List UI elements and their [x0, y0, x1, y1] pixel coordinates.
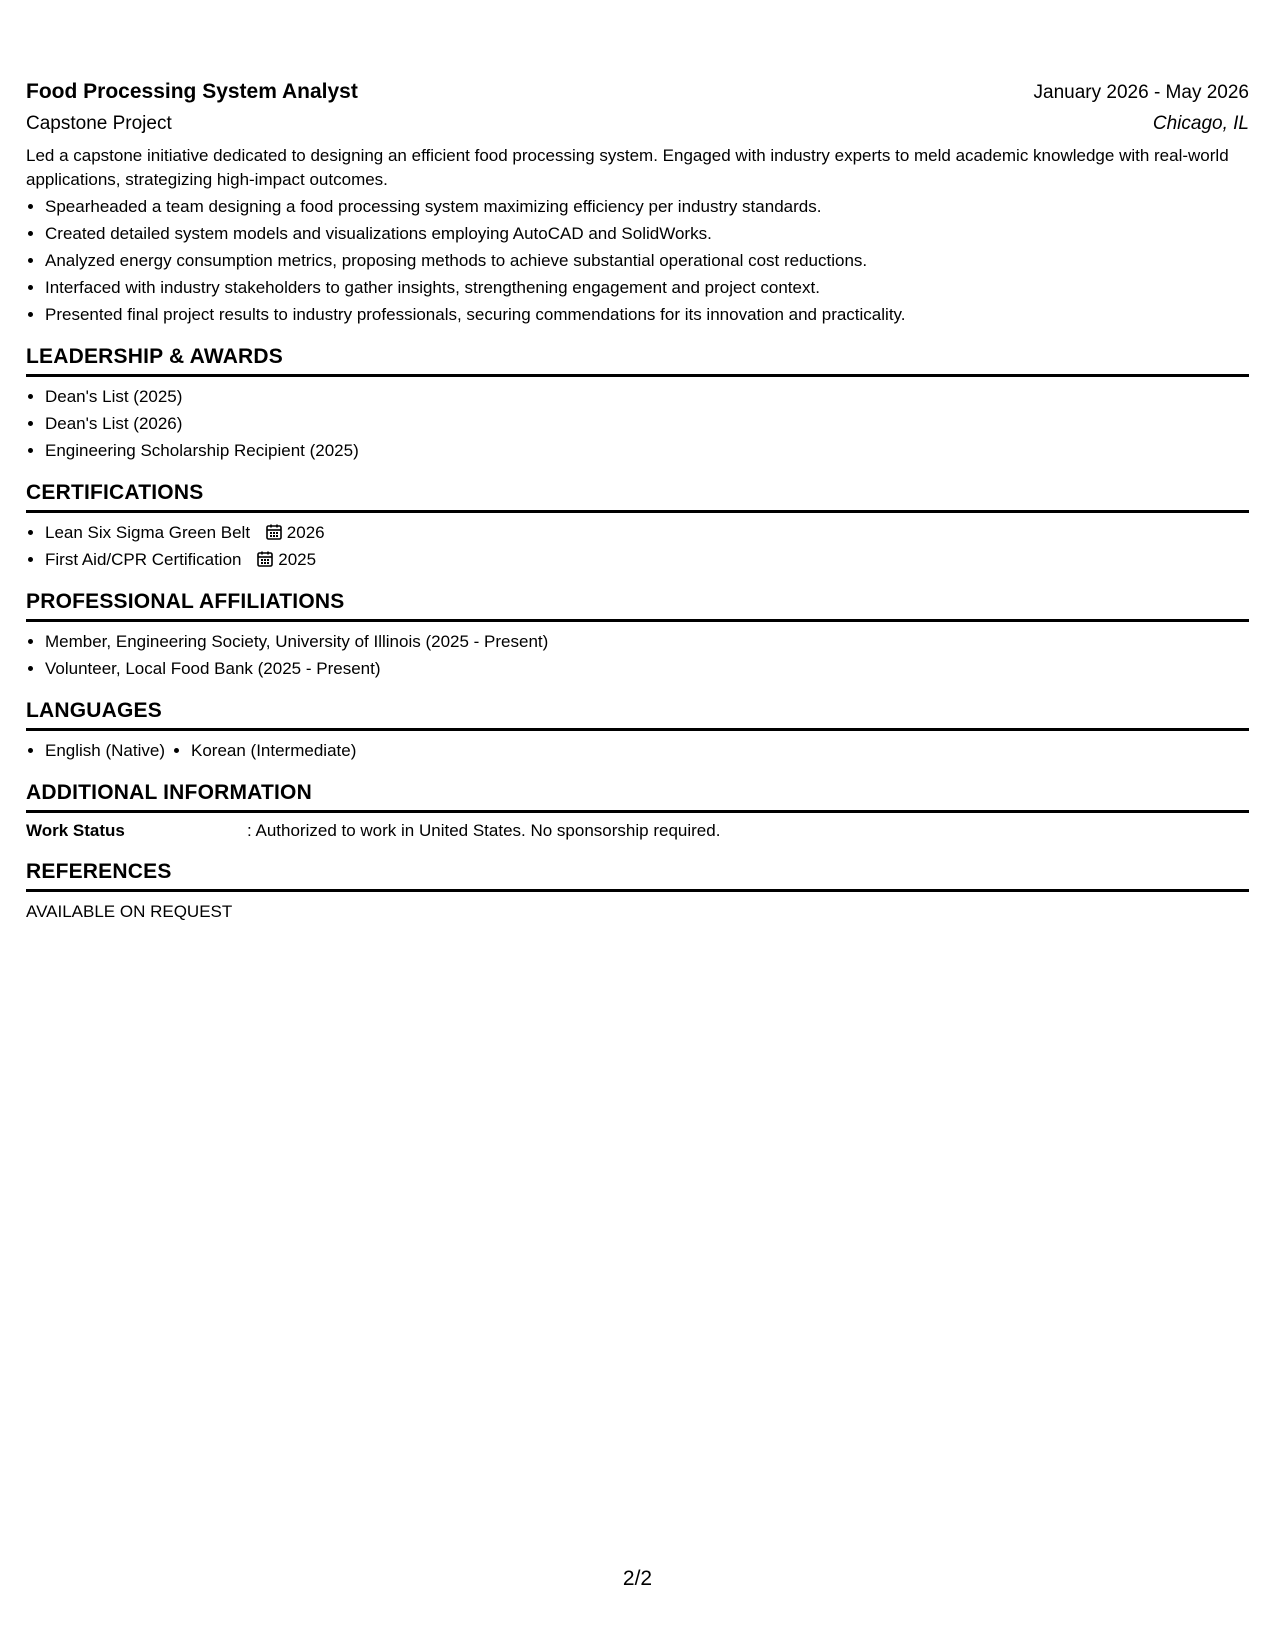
- work-status-row: [26, 819, 1249, 843]
- affiliations-list: [26, 628, 1249, 682]
- resume-page: [26, 78, 1249, 924]
- work-status-label: Work Status: [26, 821, 125, 840]
- cert-name: First Aid/CPR Certification: [45, 550, 242, 569]
- calendar-icon: [256, 550, 274, 568]
- calendar-icon: [265, 523, 283, 541]
- section-heading: LANGUAGES: [26, 698, 1249, 731]
- list-item: • Member, Engineering Society, University of Illinois (2025 - Present): [45, 628, 1249, 655]
- additional-section: [26, 780, 1249, 843]
- list-item: • English (Native): [45, 737, 165, 764]
- list-item: [45, 546, 1249, 573]
- section-heading: REFERENCES: [26, 859, 1249, 892]
- leadership-section: [26, 344, 1249, 464]
- affiliations-section: [26, 589, 1249, 682]
- list-item: • Analyzed energy consumption metrics, proposing methods to achieve substantial operational cost reductions.: [45, 247, 1249, 274]
- certifications-section: [26, 480, 1249, 573]
- job-dates: January 2026 - May 2026: [1033, 82, 1249, 103]
- references-text: AVAILABLE ON REQUEST: [26, 902, 233, 921]
- section-heading: ADDITIONAL INFORMATION: [26, 780, 1249, 813]
- job-organization: Capstone Project: [26, 113, 172, 134]
- list-item: • Korean (Intermediate): [191, 737, 356, 764]
- cert-date: [265, 523, 325, 542]
- work-status-value: : Authorized to work in United States. No sponsorship required.: [247, 821, 721, 840]
- section-heading: PROFESSIONAL AFFILIATIONS: [26, 589, 1249, 622]
- job-title: Food Processing System Analyst: [26, 80, 358, 103]
- list-item: [45, 519, 1249, 546]
- list-item: • Volunteer, Local Food Bank (2025 - Present): [45, 655, 1249, 682]
- list-item: • Interfaced with industry stakeholders to gather insights, strengthening engagement and project context.: [45, 274, 1249, 301]
- leadership-list: [26, 383, 1249, 464]
- job-header: [26, 78, 1249, 107]
- cert-name: Lean Six Sigma Green Belt: [45, 523, 251, 542]
- cert-year: 2026: [286, 523, 325, 542]
- list-item: • Spearheaded a team designing a food processing system maximizing efficiency per industry standards.: [45, 193, 1249, 220]
- languages-section: [26, 698, 1249, 764]
- list-item: • Dean's List (2026): [45, 410, 1249, 437]
- job-summary: Led a capstone initiative dedicated to designing an efficient food processing system. Engaged with industry experts to meld academic knowledge with real-world applications, strategizing high-impact outcomes.: [26, 146, 1229, 189]
- job-location: Chicago, IL: [1152, 113, 1249, 134]
- section-heading: LEADERSHIP & AWARDS: [26, 344, 1249, 377]
- cert-date: [256, 550, 316, 569]
- certifications-list: [26, 519, 1249, 573]
- page-number: 2/2: [622, 1567, 653, 1590]
- section-heading: CERTIFICATIONS: [26, 480, 1249, 513]
- job-subheader: [26, 107, 1249, 138]
- list-item: • Created detailed system models and visualizations employing AutoCAD and SolidWorks.: [45, 220, 1249, 247]
- list-item: • Dean's List (2025): [45, 383, 1249, 410]
- job-bullets: [26, 193, 1249, 328]
- list-item: • Engineering Scholarship Recipient (2025): [45, 437, 1249, 464]
- references-section: [26, 859, 1249, 924]
- list-item: • Presented final project results to industry professionals, securing commendations for its innovation and practicality.: [45, 301, 1249, 328]
- cert-year: 2025: [278, 550, 317, 569]
- languages-list: [26, 737, 1249, 764]
